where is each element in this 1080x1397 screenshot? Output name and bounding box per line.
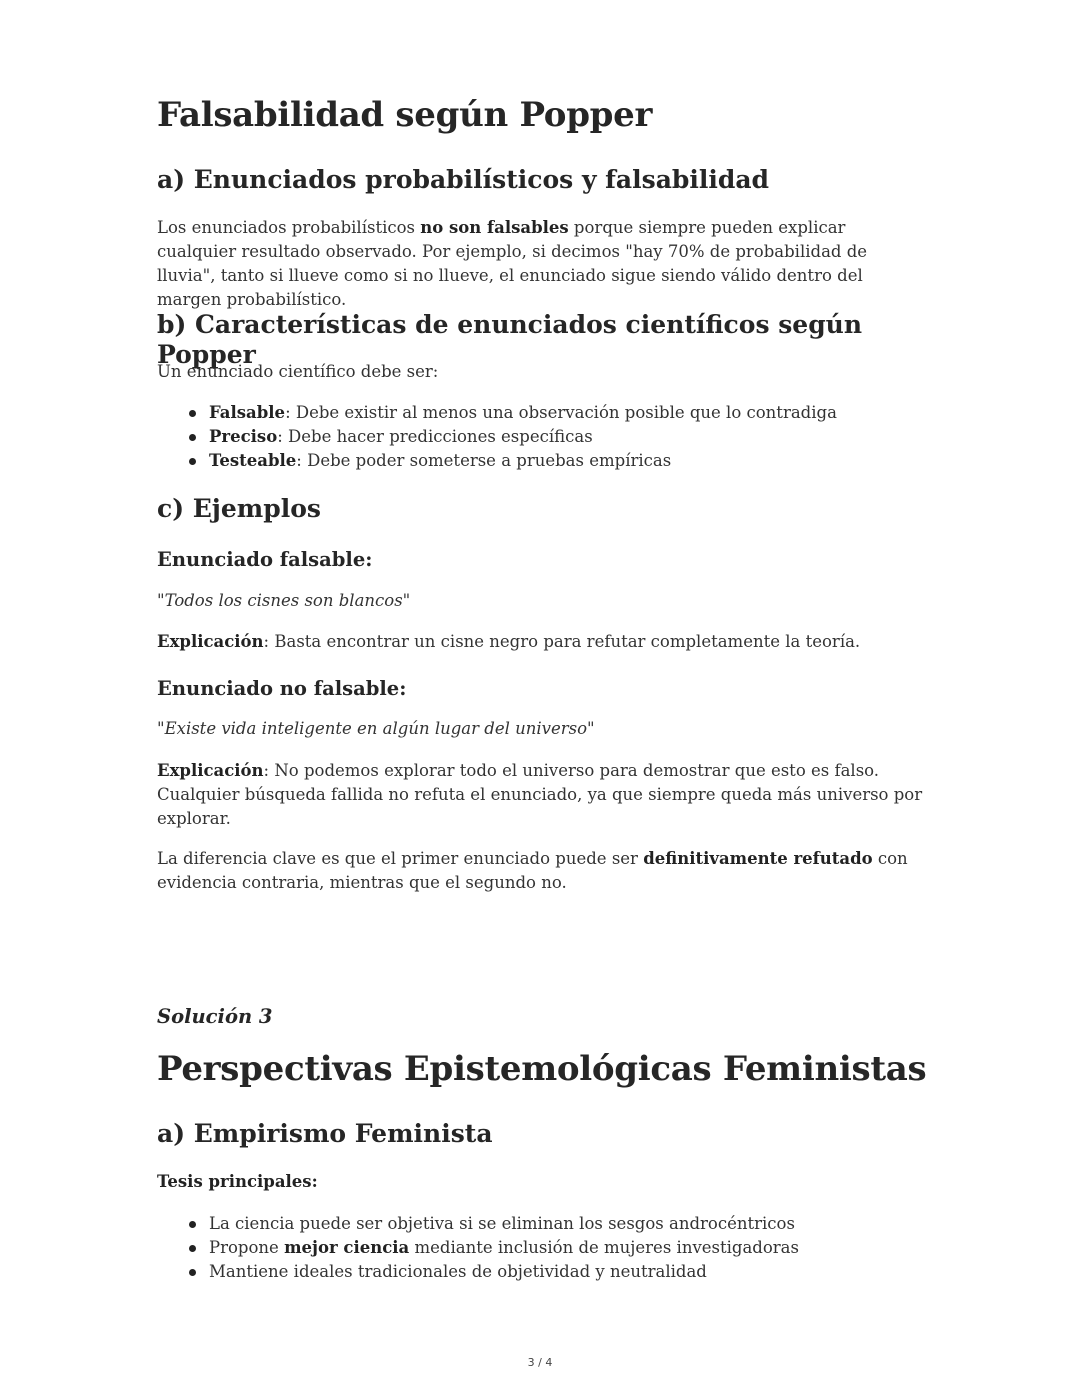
quote-falsifiable: "Todos los cisnes son blancos" <box>157 591 411 610</box>
list-item: Falsable: Debe existir al menos una observación posible que lo contradiga <box>209 401 979 425</box>
heading-b-characteristics: b) Características de enunciados científicos según Popper <box>157 310 863 369</box>
tesis-label: Tesis principales: <box>157 1172 318 1191</box>
quote-non-falsifiable: "Existe vida inteligente en algún lugar del universo" <box>157 719 595 738</box>
heading-a-feminist-empiricism: a) Empirismo Feminista <box>157 1119 493 1148</box>
section-title-feminist: Perspectivas Epistemológicas Feministas <box>157 1049 927 1089</box>
list-item: Preciso: Debe hacer predicciones específicas <box>209 425 979 449</box>
tesis-list <box>157 1212 979 1284</box>
heading-non-falsifiable-example: Enunciado no falsable: <box>157 677 407 700</box>
list-item: Testeable: Debe poder someterse a pruebas empíricas <box>209 449 979 473</box>
explanation-falsifiable: Explicación: Basta encontrar un cisne negro para refutar completamente la teoría. <box>157 632 861 651</box>
paragraph-probabilistic: Los enunciados probabilísticos no son falsables porque siempre pueden explicar cualquier resultado observado. Por ejemplo, si decimos "hay 70% de probabilidad de lluvia", tanto si llueve como si no llueve, el enunciado sigue siendo válido dentro del margen probabilístico. <box>157 218 868 309</box>
paragraph-conclusion: La diferencia clave es que el primer enunciado puede ser definitivamente refutado con evidencia contraria, mientras que el segundo no. <box>157 849 908 892</box>
page-title: Falsabilidad según Popper <box>157 95 653 135</box>
heading-falsifiable-example: Enunciado falsable: <box>157 548 373 571</box>
heading-a-probabilistic: a) Enunciados probabilísticos y falsabilidad <box>157 165 770 194</box>
explanation-non-falsifiable: Explicación: No podemos explorar todo el universo para demostrar que esto es falso. Cualquier búsqueda fallida no refuta el enunciado, ya que siempre queda más universo por explorar. <box>157 761 923 828</box>
paragraph-characteristics-intro: Un enunciado científico debe ser: <box>157 362 439 381</box>
list-item: Mantiene ideales tradicionales de objetividad y neutralidad <box>209 1260 979 1284</box>
solution-label: Solución 3 <box>157 1005 273 1028</box>
characteristics-list <box>157 401 979 473</box>
heading-c-examples: c) Ejemplos <box>157 494 321 523</box>
page-indicator: 3 / 4 <box>527 1356 553 1369</box>
list-item: La ciencia puede ser objetiva si se eliminan los sesgos androcéntricos <box>209 1212 979 1236</box>
list-item: Propone mejor ciencia mediante inclusión de mujeres investigadoras <box>209 1236 979 1260</box>
